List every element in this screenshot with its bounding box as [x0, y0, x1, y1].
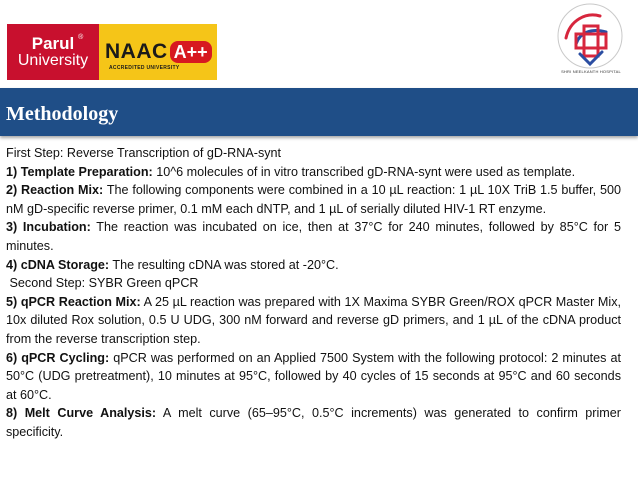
step-item-text: qPCR was performed on an Applied 7500 System with the following protocol: 2 minutes at 50°C (UDG pretreatment), 10 minutes at 95°C, followed by 40 cycles of 15 seconds at 95°C and 60 seconds at 60°C.: [6, 350, 621, 402]
step-item-label: 6) qPCR Cycling:: [6, 350, 110, 365]
step-item-label: 8) Melt Curve Analysis:: [6, 406, 157, 421]
step-item-label: 5) qPCR Reaction Mix:: [6, 294, 141, 309]
methodology-body: [6, 144, 621, 442]
parul-university-logo: [7, 24, 99, 80]
parul-registered-mark: ®: [78, 33, 84, 41]
hospital-logo-caption: SHRI NEELKANTH HOSPITAL: [561, 69, 621, 74]
naac-grade-badge: A++: [170, 41, 212, 63]
step-item-text: The reaction was incubated on ice, then at 37°C for 240 minutes, followed by 85°C for 5 minutes.: [6, 220, 621, 253]
step-item-3: [6, 218, 621, 255]
step-item-5: [6, 293, 621, 349]
first-step-heading: First Step: Reverse Transcription of gD-RNA-synt: [6, 146, 282, 160]
naac-logo: [99, 24, 217, 80]
step-item-label: 3) Incubation:: [6, 220, 91, 235]
step-item-6: [6, 349, 621, 405]
step-item-label: 4) cDNA Storage:: [6, 257, 110, 272]
parul-logo-line2: University: [17, 51, 89, 69]
step-item-2: [6, 181, 621, 218]
step-item-4: [6, 256, 621, 275]
step-item-text: 10^6 molecules of in vitro transcribed gD-RNA-synt were used as template.: [152, 164, 576, 179]
parul-logo-line1: Parul ®: [31, 33, 84, 53]
slide-title: Methodology: [6, 103, 119, 125]
step-item-1: [6, 163, 621, 182]
step-item-text: A melt curve (65–95°C, 0.5°C increments) was generated to confirm primer specificity.: [6, 406, 621, 439]
step-item-label: 2) Reaction Mix:: [6, 183, 104, 198]
university-logo-bar: [7, 24, 217, 80]
step-item-label: 1) Template Preparation:: [6, 164, 153, 179]
naac-logo-subtitle: ACCREDITED UNIVERSITY: [109, 65, 180, 71]
hospital-logo-icon: [556, 2, 624, 76]
step-item-text: The resulting cDNA was stored at -20°C.: [109, 257, 339, 272]
step-item-text: A 25 µL reaction was prepared with 1X Maxima SYBR Green/ROX qPCR Master Mix, 10x diluted Rox solution, 0.5 U UDG, 300 nM forward and reverse gD primers, and 1 µL of the cDNA product from the reverse transcription step.: [6, 294, 622, 346]
naac-logo-word: NAAC: [105, 40, 168, 63]
second-step-heading: Second Step: SYBR Green qPCR: [6, 276, 199, 291]
step-item-text: The following components were combined in a 10 µL reaction: 1 µL 10X TriB 1.5 buffer, 500 nM gD-specific reverse primer, 0.1 mM each dNTP, and 1 µL of serially diluted HIV-1 RT enzyme.: [6, 183, 621, 216]
step-item-8: [6, 404, 621, 441]
